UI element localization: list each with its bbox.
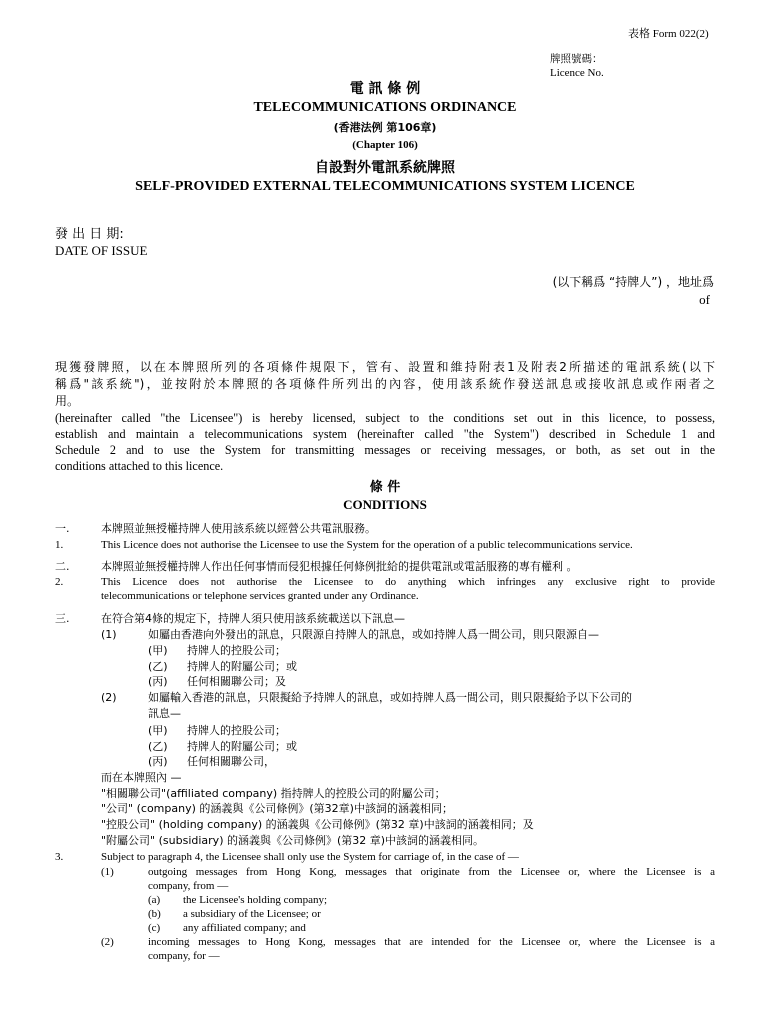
c3-p1-number-zh: (1) bbox=[101, 628, 117, 641]
preamble-en-line-1: (hereinafter called "the Licensee") is hereby licensed, subject to the conditions set out in this licence, to possess, bbox=[55, 411, 715, 425]
c3-p2-item-text: 任何相關聯公司， bbox=[187, 755, 275, 768]
ordinance-title-en: TELECOMMUNICATIONS ORDINANCE bbox=[253, 100, 517, 115]
chapter-zh: (香港法例 第106章) bbox=[333, 121, 437, 134]
c3-p1-item-text-en: a subsidiary of the Licensee; or bbox=[183, 908, 321, 920]
c2-text-en-line-1: This Licence does not authorise the Licensee to do anything which infringes any exclusive right to provide bbox=[101, 576, 715, 588]
c3-p1-text-zh: 如屬由香港向外發出的訊息，只限源自持牌人的訊息，或如持牌人爲一間公司，則只限源自— bbox=[148, 628, 599, 641]
c3-definition: "控股公司" (holding company) 的涵義與《公司條例》(第32 章)中該詞的涵義相同；及 bbox=[101, 818, 534, 831]
c3-p1-item-mark-en: (c) bbox=[148, 922, 161, 934]
c3-p1-text-en-line-2: company, from — bbox=[148, 880, 229, 892]
c2-number-zh: 二. bbox=[55, 560, 70, 573]
c3-definition: "附屬公司" (subsidiary) 的涵義與《公司條例》(第32 章)中該詞的涵義相同。 bbox=[101, 834, 485, 847]
c3-definition: "相關聯公司"(affiliated company) 指持牌人的控股公司的附屬公司； bbox=[101, 787, 446, 800]
c1-text-en: This Licence does not authorise the Licensee to use the System for the operation of a public telecommunications service. bbox=[101, 539, 633, 551]
preamble-zh-line-3: 用。 bbox=[55, 394, 80, 408]
c3-number-zh: 三. bbox=[55, 612, 70, 625]
preamble-en-line-2: establish and maintain a telecommunications system (hereinafter called "the System") described in Schedule 1 and bbox=[55, 427, 715, 441]
c3-p1-item-text-en: the Licensee's holding company; bbox=[183, 894, 328, 906]
c3-p1-item-text: 持牌人的控股公司； bbox=[187, 644, 286, 657]
c3-p1-item-text: 任何相關聯公司；及 bbox=[187, 675, 286, 688]
c3-p2-item-text: 持牌人的控股公司； bbox=[187, 724, 286, 737]
c3-p1-item-mark: (丙) bbox=[148, 675, 168, 688]
c1-text-zh: 本牌照並無授權持牌人使用該系統以經營公共電訊服務。 bbox=[101, 522, 376, 535]
c2-number-en: 2. bbox=[55, 576, 64, 588]
licence-no-label-zh: 牌照號碼： bbox=[550, 53, 603, 65]
licence-title-zh: 自設對外電訊系統牌照 bbox=[315, 160, 455, 176]
c3-p2-number-en: (2) bbox=[101, 936, 114, 948]
c3-p2-item-mark: (甲) bbox=[148, 724, 168, 737]
c2-text-zh: 本牌照並無授權持牌人作出任何事情而侵犯根據任何條例批給的提供電訊或電話服務的專有權利 。 bbox=[101, 560, 578, 573]
c3-p1-item-mark-en: (b) bbox=[148, 908, 161, 920]
c2-text-en-line-2: telecommunications or telephone services granted under any Ordinance. bbox=[101, 590, 419, 602]
licensee-line-en: of bbox=[699, 292, 710, 307]
licensee-line-zh: (以下稱爲 “持牌人”) ，地址爲 bbox=[552, 275, 714, 289]
c3-p2-text-zh-line-2: 訊息— bbox=[148, 707, 181, 720]
c3-p2-text-en-line-2: company, for — bbox=[148, 950, 220, 962]
c3-p2-item-mark: (丙) bbox=[148, 755, 168, 768]
c1-number-zh: 一. bbox=[55, 522, 70, 535]
licence-no-label-en: Licence No. bbox=[550, 67, 604, 79]
c3-p2-item-text: 持牌人的附屬公司；或 bbox=[187, 740, 297, 753]
conditions-heading-en: CONDITIONS bbox=[343, 497, 427, 512]
c3-definition: "公司" (company) 的涵義與《公司條例》(第32章)中該詞的涵義相同； bbox=[101, 802, 453, 815]
c1-number-en: 1. bbox=[55, 539, 64, 551]
c3-number-en: 3. bbox=[55, 851, 64, 863]
ordinance-title-zh: 電 訊 條 例 bbox=[349, 81, 421, 97]
c3-p1-item-text-en: any affiliated company; and bbox=[183, 922, 306, 934]
c3-p1-item-mark-en: (a) bbox=[148, 894, 161, 906]
date-of-issue-zh: 發 出 日 期: bbox=[55, 227, 124, 242]
c3-p2-item-mark: (乙) bbox=[148, 740, 168, 753]
c3-p2-text-en-line-1: incoming messages to Hong Kong, messages that are intended for the Licensee or, where the Licensee is a bbox=[148, 936, 715, 948]
preamble-en-line-4: conditions attached to this licence. bbox=[55, 459, 224, 473]
conditions-heading-zh: 條 件 bbox=[369, 480, 401, 495]
licence-title-en: SELF-PROVIDED EXTERNAL TELECOMMUNICATIONS SYSTEM LICENCE bbox=[135, 179, 635, 194]
c3-p1-item-text: 持牌人的附屬公司；或 bbox=[187, 660, 297, 673]
preamble-zh-line-1: 現獲發牌照，以在本牌照所列的各項條件規限下，管有、設置和維持附表1及附表2所描述的電訊系統(以下 bbox=[55, 360, 715, 374]
form-number: 表格 Form 022(2) bbox=[628, 28, 709, 40]
c3-p2-number-zh: (2) bbox=[101, 691, 117, 704]
c3-intro-en: Subject to paragraph 4, the Licensee shall only use the System for carriage of, in the case of — bbox=[101, 851, 519, 863]
c3-p1-item-mark: (甲) bbox=[148, 644, 168, 657]
c3-p1-item-mark: (乙) bbox=[148, 660, 168, 673]
c3-intro-zh: 在符合第4條的規定下，持牌人須只使用該系統載送以下訊息— bbox=[101, 612, 405, 625]
chapter-en: (Chapter 106) bbox=[352, 139, 418, 151]
preamble-zh-line-2: 稱爲"該系統")，並按附於本牌照的各項條件所列出的內容，使用該系統作發送訊息或接收訊息或作兩者之 bbox=[55, 377, 715, 391]
c3-p2-text-zh-line-1: 如屬輸入香港的訊息，只限擬給予持牌人的訊息，或如持牌人爲一間公司，則只限擬給予以下公司的 bbox=[148, 691, 632, 704]
c3-p1-text-en-line-1: outgoing messages from Hong Kong, messages that originate from the Licensee or, where the Licensee is a bbox=[148, 866, 715, 878]
date-of-issue-en: DATE OF ISSUE bbox=[55, 243, 148, 258]
preamble-en-line-3: Schedule 2 and to use the System for transmitting messages or receiving messages, or both, as set out in the bbox=[55, 443, 715, 457]
c3-definitions-intro-zh: 而在本牌照內 — bbox=[101, 771, 182, 784]
c3-p1-number-en: (1) bbox=[101, 866, 114, 878]
